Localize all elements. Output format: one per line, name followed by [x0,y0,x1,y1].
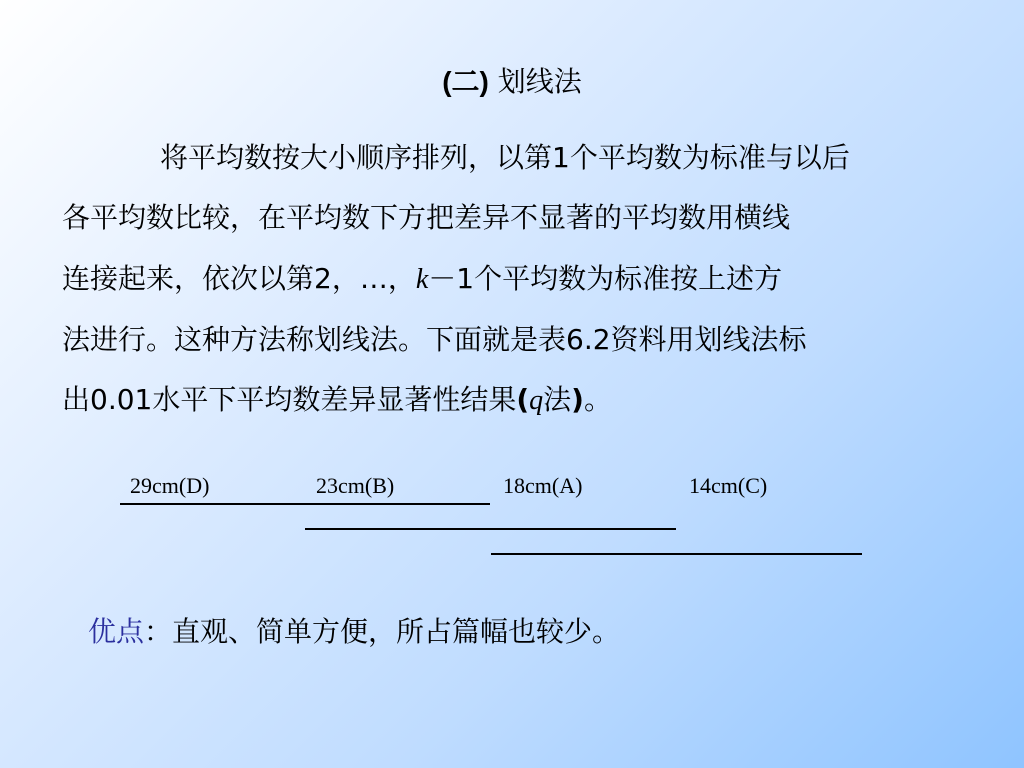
non-significance-line-a-c [491,553,862,555]
title-section-number: (二) [442,66,489,97]
variable-k: k [415,264,429,295]
paragraph-line-5-start: 出0.01水平下平均数差异显著性结果 [62,383,517,416]
non-significance-line-d-b [120,503,490,505]
paren-open: ( [516,383,530,416]
non-significance-line-b-a [305,528,676,530]
mean-label-a: 18cm(A) [503,473,583,498]
mean-label-d: 29cm(D) [130,473,210,498]
advantage-note [88,612,620,652]
paragraph-line-5-end: 。 [583,383,612,416]
method-word: 法 [543,383,572,416]
paren-close: ) [571,383,584,416]
paragraph-line-1: 将平均数按大小顺序排列，以第1个平均数为标准与以后 [160,141,850,174]
advantage-label: 优点 [88,615,145,648]
mean-label-c: 14cm(C) [689,473,768,498]
variable-q: q [529,385,544,416]
mean-label-b: 23cm(B) [316,473,395,498]
paragraph-line-2: 各平均数比较，在平均数下方把差异不显著的平均数用横线 [62,201,791,234]
paragraph-line-4: 法进行。这种方法称划线法。下面就是表6.2资料用划线法标 [62,323,807,356]
advantage-text: ：直观、简单方便，所占篇幅也较少。 [144,615,621,648]
paragraph-line-3-end: －1个平均数为标准按上述方 [428,262,783,295]
title-text: 划线法 [497,65,582,98]
paragraph-line-3-start: 连接起来，依次以第2，…， [62,262,416,295]
